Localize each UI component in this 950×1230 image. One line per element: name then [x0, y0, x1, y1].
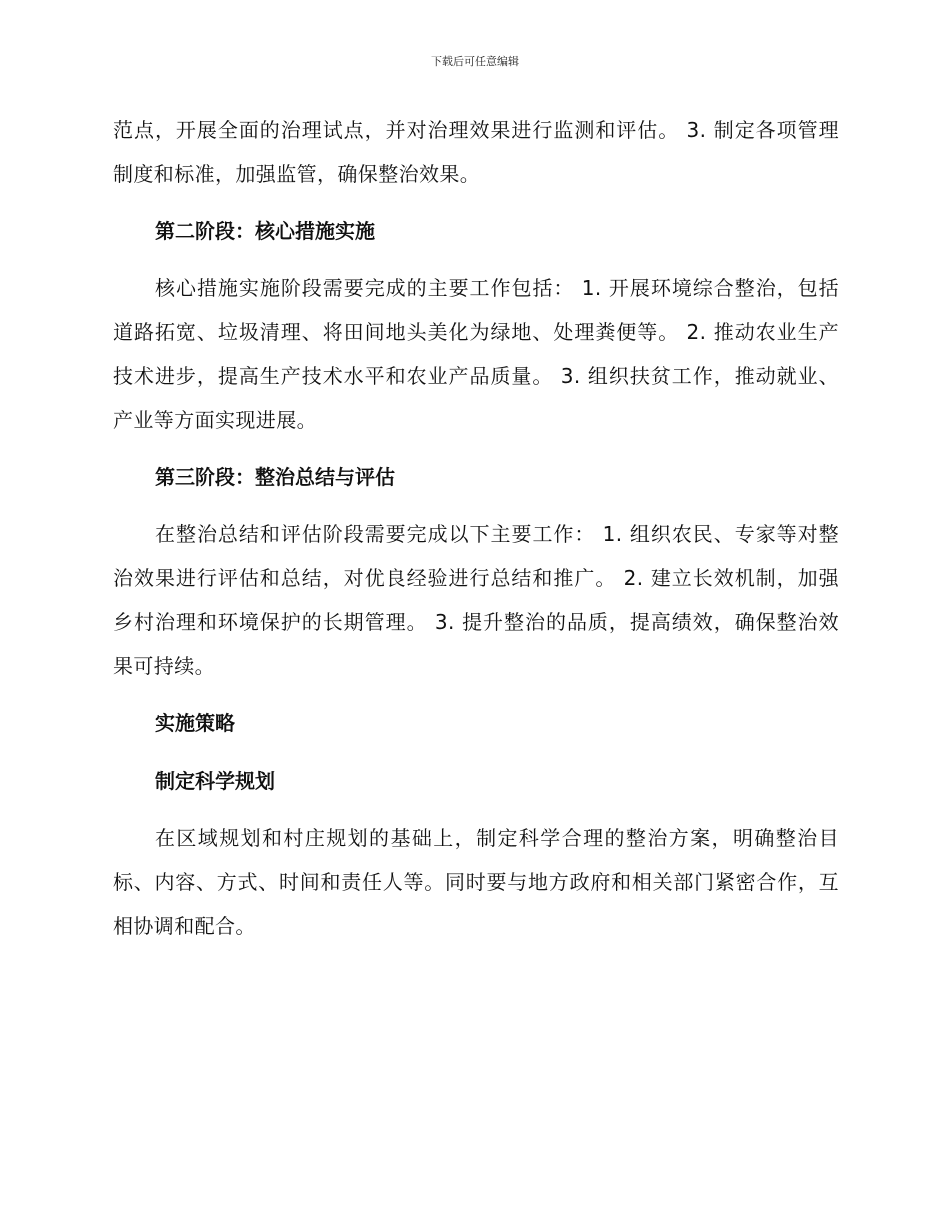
document-body	[113, 108, 839, 960]
heading-stage-three: 第三阶段：整治总结与评估	[155, 465, 395, 489]
paragraph-stage-two: 核心措施实施阶段需要完成的主要工作包括： 1. 开展环境综合整治，包括道路拓宽、垃圾清理、将田间地头美化为绿地、处理粪便等。 2. 推动农业生产技术进步，提高生产技术水平和农业产品质量。 3. 组织扶贫工作，推动就业、产业等方面实现进展。	[113, 276, 839, 432]
paragraph-continued: 范点，开展全面的治理试点，并对治理效果进行监测和评估。 3. 制定各项管理制度和标准，加强监管，确保整治效果。	[113, 118, 839, 186]
heading-stage-two: 第二阶段：核心措施实施	[155, 219, 375, 243]
paragraph-scientific-planning: 在区域规划和村庄规划的基础上，制定科学合理的整治方案，明确整治目标、内容、方式、时间和责任人等。同时要与地方政府和相关部门紧密合作，互相协调和配合。	[113, 826, 839, 938]
paragraph-stage-three: 在整治总结和评估阶段需要完成以下主要工作： 1. 组织农民、专家等对整治效果进行评估和总结，对优良经验进行总结和推广。 2. 建立长效机制，加强乡村治理和环境保护的长期管理。 3. 提升整治的品质，提高绩效，确保整治效果可持续。	[113, 522, 839, 678]
page-header-note: 下载后可任意编辑	[431, 55, 519, 68]
heading-scientific-planning: 制定科学规划	[155, 769, 275, 793]
heading-implementation-strategy: 实施策略	[155, 711, 235, 735]
